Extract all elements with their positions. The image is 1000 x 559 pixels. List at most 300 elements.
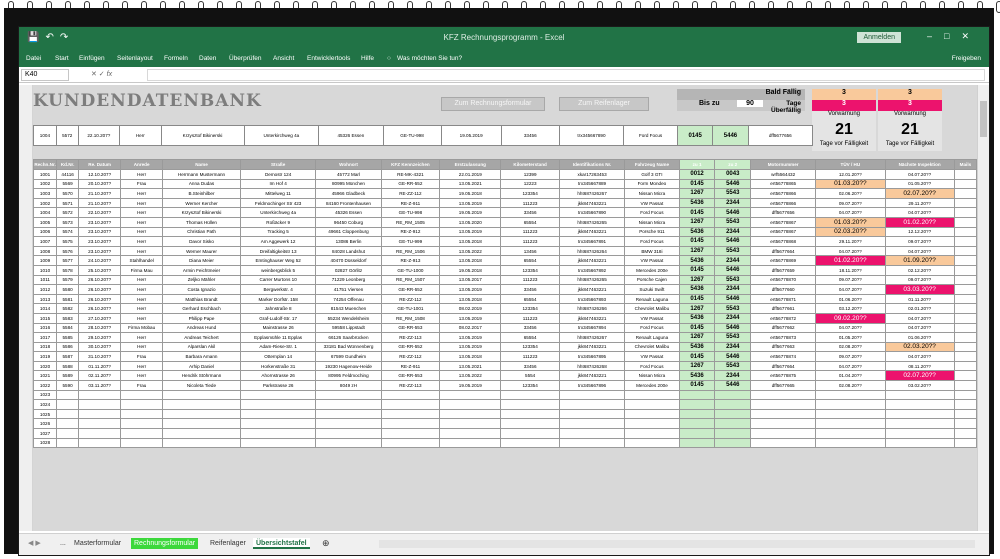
cell[interactable]: 8049 zH — [316, 381, 381, 391]
cell[interactable]: 03.02.20?? — [885, 381, 954, 391]
cell[interactable] — [954, 179, 976, 189]
cell[interactable]: 5586 — [57, 342, 79, 352]
cell[interactable]: Herr — [120, 126, 161, 146]
cell[interactable] — [240, 409, 316, 419]
cell[interactable]: Firma Mau — [121, 265, 163, 275]
cell[interactable]: VW Passat — [625, 256, 680, 266]
cell[interactable]: 19230 Hagenow-Heide — [316, 361, 381, 371]
cell[interactable]: 5436 — [679, 256, 715, 266]
cell[interactable]: RE-Z-912 — [381, 227, 440, 237]
cell[interactable]: 26.10.207? — [79, 294, 121, 304]
cell[interactable] — [715, 419, 751, 429]
cell[interactable]: 1267 — [679, 189, 715, 199]
cell[interactable]: GE-TU-1001 — [381, 304, 440, 314]
cell[interactable]: 1002 — [34, 198, 57, 208]
ribbon-tab-entwicklertools[interactable]: Entwicklertools — [307, 55, 351, 62]
cell[interactable]: 5569 — [57, 179, 79, 189]
cell[interactable]: 09.07.20?? — [816, 198, 885, 208]
cell[interactable]: 26.10.207? — [79, 275, 121, 285]
cell[interactable] — [954, 400, 976, 410]
cell[interactable]: Jahnstraße 8 — [240, 304, 316, 314]
cell[interactable]: 1020 — [34, 361, 57, 371]
cell[interactable]: 5554 — [501, 371, 560, 381]
cell[interactable]: 5573 — [57, 217, 79, 227]
ribbon-tab-ueberpruefen[interactable]: Überprüfen — [229, 55, 262, 62]
cell[interactable] — [121, 409, 163, 419]
cell[interactable]: 1015 — [34, 313, 57, 323]
cell[interactable] — [163, 409, 241, 419]
cell[interactable]: 5543 — [715, 304, 751, 314]
cell[interactable] — [816, 390, 885, 400]
cell[interactable]: dff5677664 — [751, 246, 816, 256]
cell[interactable]: 2344 — [715, 285, 751, 295]
cell[interactable]: 1026 — [34, 419, 57, 429]
cell[interactable]: 80995 Feldmoching — [316, 371, 381, 381]
cell[interactable]: 0145 — [679, 352, 715, 362]
cell[interactable] — [751, 438, 816, 448]
cell[interactable]: 1018 — [34, 342, 57, 352]
cell[interactable] — [751, 419, 816, 429]
cell[interactable] — [501, 390, 560, 400]
cell[interactable] — [954, 208, 976, 218]
cell[interactable]: jkk847463221 — [560, 371, 625, 381]
cell[interactable]: RE-Z-913 — [381, 256, 440, 266]
cell[interactable]: trx345667891 — [560, 237, 625, 247]
quick-access-icons[interactable]: 💾↶↷ — [27, 32, 75, 43]
tab-rechnungsformular[interactable]: Rechnungsformular — [131, 538, 198, 549]
cell[interactable]: 1004 — [34, 126, 57, 146]
cell[interactable]: jkk847463221 — [560, 198, 625, 208]
ribbon-tab-start[interactable]: Start — [55, 55, 69, 62]
cell[interactable]: Herr — [121, 304, 163, 314]
cell[interactable]: 13.05.2021 — [440, 361, 501, 371]
cell[interactable]: GE-RR-552 — [381, 179, 440, 189]
cell[interactable]: Chevrolet Malibu — [625, 304, 680, 314]
cell[interactable]: 0145 — [679, 179, 715, 189]
cell[interactable]: 45772 Marl — [316, 170, 381, 180]
reifenlager-button[interactable]: Zum Reifenlager — [559, 97, 649, 111]
cell[interactable]: Adam-Riese-Str. 1 — [240, 342, 316, 352]
cell[interactable]: Mercedes 200e — [625, 381, 680, 391]
cell[interactable] — [679, 419, 715, 429]
cell[interactable] — [625, 400, 680, 410]
cell[interactable] — [121, 438, 163, 448]
cell[interactable]: dff5677662 — [751, 323, 816, 333]
cell[interactable]: 5580 — [57, 285, 79, 295]
cell[interactable]: Chevrolet Malibu — [625, 342, 680, 352]
cell[interactable]: 1017 — [34, 333, 57, 343]
cell[interactable]: Herr — [121, 285, 163, 295]
column-header[interactable]: Erstzulassung — [440, 160, 501, 170]
cell[interactable]: RE-ZZ-112 — [381, 189, 440, 199]
cell[interactable]: 19.05.2019 — [440, 208, 501, 218]
cell[interactable] — [625, 419, 680, 429]
column-header[interactable]: Motornummer — [751, 160, 816, 170]
cell[interactable] — [625, 438, 680, 448]
bis-zu-value[interactable]: 90 — [737, 100, 763, 107]
cell[interactable]: 45326 Essen — [319, 126, 383, 146]
cell[interactable]: Ford Focus — [625, 208, 680, 218]
cell[interactable]: dff5677659 — [751, 265, 816, 275]
cell[interactable]: 1014 — [34, 304, 57, 314]
cell[interactable]: Zeljko Mähler — [163, 275, 241, 285]
cell[interactable]: 5446 — [715, 323, 751, 333]
cell[interactable] — [381, 390, 440, 400]
tab-reifenlager[interactable]: Reifenlager — [210, 540, 246, 547]
cell[interactable]: Emtinghauser Weg 52 — [240, 256, 316, 266]
cell[interactable]: trx345667895 — [560, 352, 625, 362]
cell[interactable]: 5587 — [57, 352, 79, 362]
cell[interactable]: 23.10.207? — [79, 227, 121, 237]
cell[interactable] — [240, 400, 316, 410]
cell[interactable]: 45326 Essen — [316, 208, 381, 218]
cell[interactable]: 18.11.20?? — [816, 265, 885, 275]
cell[interactable]: 5581 — [57, 294, 79, 304]
cell[interactable]: 13.05.2022 — [440, 371, 501, 381]
cell[interactable]: ert56778867 — [751, 217, 816, 227]
cell[interactable]: 2344 — [715, 198, 751, 208]
cell[interactable]: dff5677661 — [751, 304, 816, 314]
cell[interactable] — [121, 429, 163, 439]
cell[interactable] — [954, 294, 976, 304]
cell[interactable] — [715, 438, 751, 448]
cell[interactable] — [560, 438, 625, 448]
cell[interactable]: ert56778865 — [751, 179, 816, 189]
cell[interactable]: 01.04.20?? — [816, 371, 885, 381]
cell[interactable] — [560, 429, 625, 439]
cell[interactable]: 13.05.2020 — [440, 217, 501, 227]
cell[interactable]: Alparslan Akil — [163, 342, 241, 352]
cell[interactable]: 0145 — [679, 294, 715, 304]
cell[interactable]: Ford Focus — [625, 323, 680, 333]
cell[interactable]: 22.01.2019 — [440, 170, 501, 180]
cell[interactable]: 5446 — [715, 265, 751, 275]
cell[interactable]: 01.09.20?? — [885, 256, 954, 266]
column-header[interactable]: Anrede — [121, 160, 163, 170]
cell[interactable]: 45966 Gladbeck — [316, 189, 381, 199]
cell[interactable]: 5446 — [715, 237, 751, 247]
cell[interactable]: jkk847463221 — [560, 342, 625, 352]
cell[interactable]: 1024 — [34, 400, 57, 410]
cell[interactable] — [316, 429, 381, 439]
cell[interactable]: 71229 Leonberg — [316, 275, 381, 285]
cell[interactable]: hht687426264 — [560, 246, 625, 256]
cell[interactable]: 0145 — [679, 323, 715, 333]
cell[interactable]: Tracking 5 — [240, 227, 316, 237]
cell[interactable]: 08.02.2017 — [440, 323, 501, 333]
cell[interactable]: Herr — [121, 361, 163, 371]
cell[interactable]: 01.11.207? — [79, 361, 121, 371]
cell[interactable]: 5590 — [57, 381, 79, 391]
cell[interactable]: RE-ZZ-112 — [381, 294, 440, 304]
cell[interactable]: 5577 — [57, 256, 79, 266]
cell[interactable]: 80995 München — [316, 179, 381, 189]
cell[interactable]: Herrmann Mustermann — [163, 170, 241, 180]
cell[interactable]: GE-RR-552 — [381, 342, 440, 352]
cell[interactable]: 1001 — [34, 170, 57, 180]
cell[interactable]: ert56778869 — [751, 256, 816, 266]
cell[interactable]: 55234 Wendelsheim — [316, 313, 381, 323]
cell[interactable] — [954, 390, 976, 400]
cell[interactable]: Herr — [121, 198, 163, 208]
cell[interactable]: 123354 — [501, 189, 560, 199]
cell[interactable]: 09.02.20?? — [816, 313, 885, 323]
cell[interactable]: 01.02.20?? — [885, 217, 954, 227]
cell[interactable]: 1019 — [34, 352, 57, 362]
cell[interactable]: Horkenstraße 31 — [240, 361, 316, 371]
cell[interactable]: 5446 — [715, 179, 751, 189]
cell[interactable] — [501, 400, 560, 410]
cell[interactable] — [715, 390, 751, 400]
cell[interactable]: 03.12.20?? — [816, 304, 885, 314]
cell[interactable]: 03.03.20?? — [885, 285, 954, 295]
fx-icon[interactable]: ✕ ✓ fx — [91, 71, 113, 78]
cell[interactable]: jkk847463221 — [560, 256, 625, 266]
cell[interactable]: 12.12.20?? — [885, 227, 954, 237]
cell[interactable]: 1005 — [34, 217, 57, 227]
ribbon-tab-formeln[interactable]: Formeln — [164, 55, 188, 62]
cell[interactable]: hht687426267 — [560, 189, 625, 199]
cell[interactable]: 111223 — [501, 313, 560, 323]
cell[interactable]: 1267 — [679, 246, 715, 256]
cell[interactable] — [57, 429, 79, 439]
cell[interactable] — [381, 419, 440, 429]
cell[interactable]: 23.10.207? — [79, 217, 121, 227]
cell[interactable]: 66126 Saarbrücken — [316, 333, 381, 343]
cell[interactable] — [121, 390, 163, 400]
cell[interactable] — [954, 198, 976, 208]
cell[interactable] — [715, 409, 751, 419]
cell[interactable]: 33181 Bad Wünnenberg — [316, 342, 381, 352]
cell[interactable] — [501, 429, 560, 439]
cell[interactable]: RE_RM_1506 — [381, 246, 440, 256]
cell[interactable]: dff5677663 — [751, 342, 816, 352]
cell[interactable]: Herr — [121, 275, 163, 285]
cell[interactable]: VW Passat — [625, 313, 680, 323]
cell[interactable] — [816, 438, 885, 448]
cell[interactable]: 26.10.207? — [79, 285, 121, 295]
cell[interactable]: 27.10.207? — [79, 313, 121, 323]
cell[interactable]: 01.03.20?? — [816, 217, 885, 227]
cell[interactable] — [625, 390, 680, 400]
cell[interactable]: Feldmochinger Str 423 — [240, 198, 316, 208]
cell[interactable]: 25.10.207? — [79, 265, 121, 275]
cell[interactable]: 04.07.20?? — [816, 208, 885, 218]
rechnungsformular-button[interactable]: Zum Rechnungsformular — [441, 97, 545, 111]
cell[interactable]: dff5677660 — [751, 285, 816, 295]
cell[interactable]: 23.10.207? — [79, 246, 121, 256]
window-controls[interactable]: –□✕ — [927, 31, 981, 41]
cell[interactable]: Costa Ignazio — [163, 285, 241, 295]
cell[interactable]: Werner Maurer — [163, 246, 241, 256]
cell[interactable]: jkk847463221 — [560, 227, 625, 237]
cell[interactable] — [751, 429, 816, 439]
cell[interactable]: 09.07.20?? — [816, 352, 885, 362]
cell[interactable]: 02.11.207? — [79, 371, 121, 381]
cell[interactable]: 01.03.20?? — [816, 179, 885, 189]
cell[interactable]: 1027 — [34, 429, 57, 439]
cell[interactable]: Hendrik Stöhrmann — [163, 371, 241, 381]
cell[interactable]: 5543 — [715, 361, 751, 371]
cell[interactable]: 09.07.20?? — [885, 237, 954, 247]
cell[interactable] — [316, 419, 381, 429]
cell[interactable]: 19.05.2019 — [440, 381, 501, 391]
cell[interactable]: 04.07.20?? — [816, 323, 885, 333]
cell[interactable]: 13456 — [501, 246, 560, 256]
cell[interactable]: 1267 — [679, 304, 715, 314]
cell[interactable]: 12.01.20?? — [816, 170, 885, 180]
cell[interactable]: Unterkirchweg 4a — [240, 208, 316, 218]
column-header[interactable]: TÜV / HU — [816, 160, 885, 170]
cell[interactable]: Porsche Cajen — [625, 275, 680, 285]
cell[interactable]: 1006 — [34, 227, 57, 237]
cell[interactable]: 19.05.2018 — [440, 265, 501, 275]
cell[interactable]: 2344 — [715, 227, 751, 237]
cell[interactable]: 0145 — [678, 126, 713, 146]
cell[interactable]: 01.02.20?? — [816, 256, 885, 266]
column-header[interactable]: Mails — [954, 160, 976, 170]
cell[interactable]: 40470 Düsseldorf — [316, 256, 381, 266]
cell[interactable]: Herr — [121, 170, 163, 180]
cell[interactable]: 13.05.2022 — [440, 246, 501, 256]
cell[interactable]: 5589 — [57, 371, 79, 381]
cell[interactable] — [121, 419, 163, 429]
cell[interactable]: Philipp Pape — [163, 313, 241, 323]
cell[interactable] — [954, 265, 976, 275]
cell[interactable]: dff5677664 — [751, 361, 816, 371]
cell[interactable]: 28.10.207? — [79, 323, 121, 333]
cell[interactable]: Herr — [121, 227, 163, 237]
cell[interactable] — [954, 323, 976, 333]
cell[interactable]: 5436 — [679, 285, 715, 295]
tab-masterformular[interactable]: Masterformular — [74, 540, 122, 547]
cell[interactable]: 5446 — [713, 126, 748, 146]
cell[interactable]: Dreifaltigkeitstr 13 — [240, 246, 316, 256]
cell[interactable]: 02.07.20?? — [885, 189, 954, 199]
column-header[interactable]: Nächste Inspektion — [885, 160, 954, 170]
cell[interactable] — [79, 419, 121, 429]
cell[interactable]: 23.10.207? — [79, 237, 121, 247]
cell[interactable]: jkk847463221 — [560, 313, 625, 323]
cell[interactable]: GE-RR-552 — [381, 285, 440, 295]
cell[interactable]: 2344 — [715, 371, 751, 381]
cell[interactable] — [679, 409, 715, 419]
cell[interactable]: 01.06.20?? — [816, 294, 885, 304]
cell[interactable] — [79, 429, 121, 439]
cell[interactable]: 04.07.20?? — [885, 170, 954, 180]
cell[interactable]: 5578 — [57, 265, 79, 275]
cell[interactable]: 5582 — [57, 304, 79, 314]
name-box[interactable]: K40 — [21, 69, 69, 81]
cell[interactable]: 31.10.207? — [79, 352, 121, 362]
cell[interactable]: 65554 — [501, 333, 560, 343]
cell[interactable]: 22.10.207? — [78, 126, 119, 146]
ribbon-tab-einfuegen[interactable]: Einfügen — [79, 55, 105, 62]
cell[interactable] — [560, 400, 625, 410]
cell[interactable] — [954, 256, 976, 266]
tab-nav-arrows[interactable]: ◀ ▶ — [28, 540, 41, 547]
share-button[interactable]: Freigeben — [951, 55, 981, 62]
cell[interactable]: 5446 — [715, 381, 751, 391]
cell[interactable]: Frau — [121, 381, 163, 391]
cell[interactable]: ert56778875 — [751, 371, 816, 381]
cell[interactable] — [954, 352, 976, 362]
cell[interactable] — [679, 429, 715, 439]
cell[interactable] — [440, 429, 501, 439]
cell[interactable]: 5571 — [57, 198, 79, 208]
cell[interactable]: 13.05.2018 — [440, 294, 501, 304]
cell[interactable]: 13.05.2019 — [440, 342, 501, 352]
cell[interactable]: jkk847463221 — [560, 285, 625, 295]
cell[interactable]: 12.10.207? — [79, 170, 121, 180]
cell[interactable]: dff5677665 — [751, 381, 816, 391]
cell[interactable]: hht687426268 — [560, 361, 625, 371]
cell[interactable] — [954, 189, 976, 199]
column-header[interactable]: KFZ Kennzeichen — [381, 160, 440, 170]
cell[interactable]: 1003 — [34, 189, 57, 199]
cell[interactable]: 5436 — [679, 371, 715, 381]
cell[interactable]: 2344 — [715, 256, 751, 266]
cell[interactable]: 09.07.20?? — [885, 275, 954, 285]
cell[interactable] — [163, 429, 241, 439]
cell[interactable]: 1016 — [34, 323, 57, 333]
cell[interactable]: Carrer Murtons 10 — [240, 275, 316, 285]
cell[interactable]: Demostr 124 — [240, 170, 316, 180]
cell[interactable]: 13.05.2018 — [440, 352, 501, 362]
cell[interactable]: 0145 — [679, 237, 715, 247]
cell[interactable] — [816, 419, 885, 429]
cell[interactable]: 84160 Frontenhausen — [316, 198, 381, 208]
cell[interactable]: 5543 — [715, 333, 751, 343]
cell[interactable] — [381, 438, 440, 448]
cell[interactable]: VW Passat — [625, 198, 680, 208]
cell[interactable]: Frau — [121, 179, 163, 189]
cell[interactable]: 22.10.207? — [79, 208, 121, 218]
cell[interactable]: 74254 Offenau — [316, 294, 381, 304]
cell[interactable]: 5446 — [715, 208, 751, 218]
cell[interactable] — [316, 390, 381, 400]
cell[interactable]: BMW 318i — [625, 246, 680, 256]
cell[interactable] — [440, 400, 501, 410]
cell[interactable] — [240, 419, 316, 429]
cell[interactable] — [57, 390, 79, 400]
cell[interactable]: 111223 — [501, 352, 560, 362]
cell[interactable]: 1009 — [34, 256, 57, 266]
cell[interactable]: 96450 Coburg — [316, 217, 381, 227]
cell[interactable]: 5543 — [715, 275, 751, 285]
cell[interactable]: Herr — [121, 371, 163, 381]
cell[interactable]: dff5677656 — [751, 208, 816, 218]
ribbon-tab-datei[interactable]: Datei — [26, 55, 42, 62]
cell[interactable]: 33456 — [501, 323, 560, 333]
cell[interactable] — [381, 400, 440, 410]
cell[interactable]: GE-RR-553 — [381, 371, 440, 381]
cell[interactable]: 1025 — [34, 409, 57, 419]
cell[interactable]: 5576 — [57, 246, 79, 256]
cell[interactable]: Christian Path — [163, 227, 241, 237]
cell[interactable]: 03.11.207? — [79, 381, 121, 391]
cell[interactable]: Nissan Micra — [625, 189, 680, 199]
cell[interactable]: Herr — [121, 294, 163, 304]
cell[interactable]: 02.06.20?? — [816, 189, 885, 199]
cell[interactable]: trx345667896 — [560, 381, 625, 391]
column-header[interactable]: Wohnort — [316, 160, 381, 170]
cell[interactable]: GE-TU-998 — [383, 126, 441, 146]
cell[interactable] — [163, 438, 241, 448]
cell[interactable] — [560, 390, 625, 400]
cell[interactable] — [163, 400, 241, 410]
column-header[interactable]: zu 1 — [679, 160, 715, 170]
